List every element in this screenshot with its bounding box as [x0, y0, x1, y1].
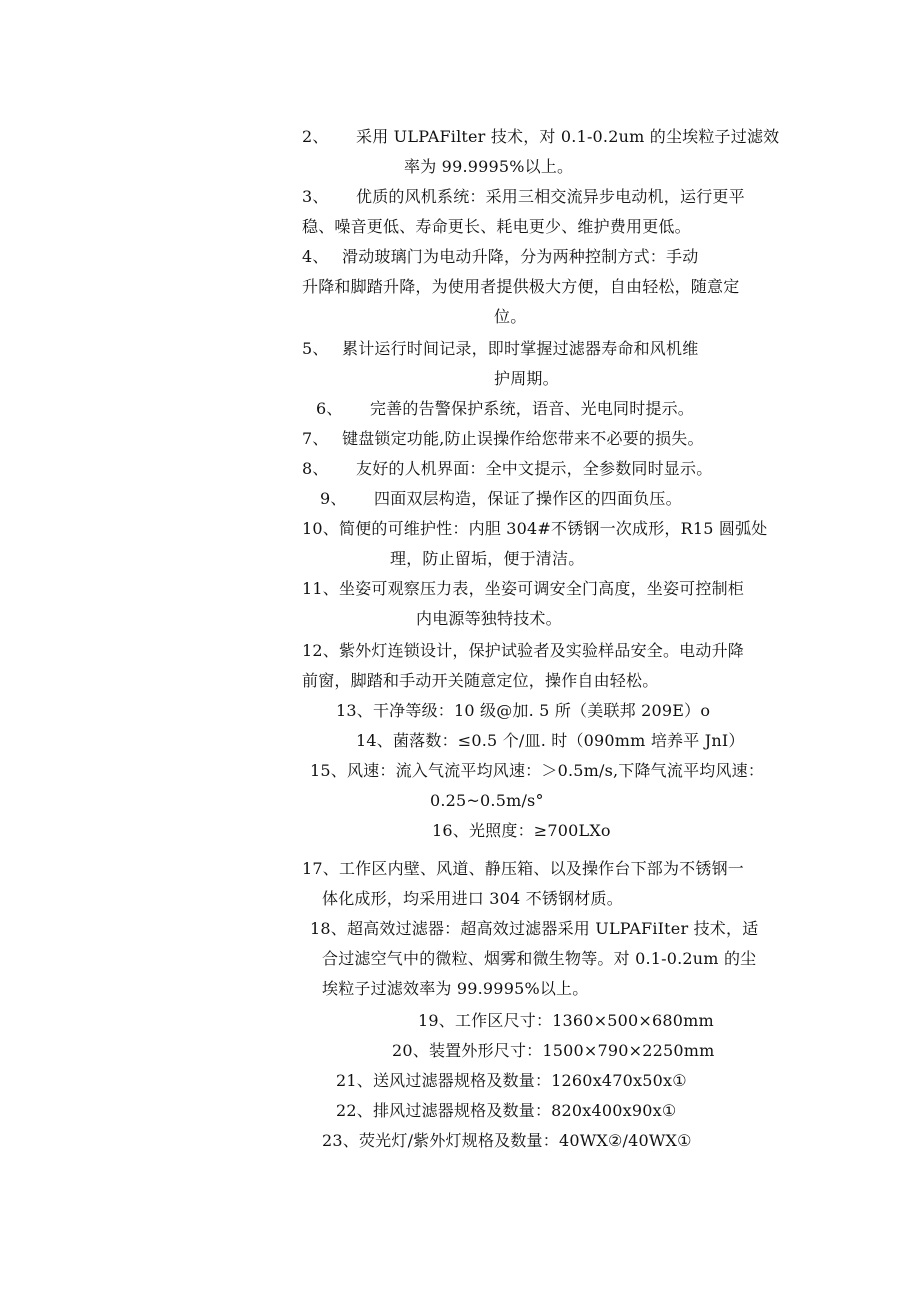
list-item-20 [392, 1041, 715, 1061]
item-number: 12、 [302, 641, 339, 660]
item-text: 简便的可维护性：内胆 304#不锈钢一次成形，R15 圆弧处 [338, 519, 768, 538]
item-number: 3、 [302, 187, 329, 206]
list-item-2-line-2: 率为 99.9995%以上。 [404, 157, 574, 176]
item-text: 紫外灯连锁设计，保护试验者及实验样品安全。电动升降 [338, 641, 744, 660]
list-item-3-line-2: 稳、噪音更低、寿命更长、耗电更少、维护费用更低。 [302, 217, 691, 236]
list-item-18-line-1 [310, 919, 758, 939]
item-number: 6、 [316, 399, 343, 418]
list-item-22 [336, 1101, 676, 1121]
item-text: 完善的告警保护系统，语音、光电同时提示。 [370, 399, 695, 418]
list-item-19 [418, 1011, 714, 1031]
item-text: 超高效过滤器：超高效过滤器采用 ULPAFiIter 技术，适 [346, 919, 759, 938]
list-item-21 [336, 1071, 687, 1091]
list-item-10-line-2: 理，防止留垢，便于清洁。 [390, 549, 585, 568]
list-item-4-line-1 [302, 247, 698, 267]
item-text: 累计运行时间记录，即时掌握过滤器寿命和风机维 [342, 339, 699, 358]
item-text: 友好的人机界面：全中文提示，全参数同时显示。 [356, 459, 713, 478]
list-item-5-line-1 [302, 339, 698, 359]
item-number: 4、 [302, 247, 329, 266]
list-item-16 [432, 821, 611, 841]
list-item-18-line-3: 埃粒子过滤效率为 99.9995%以上。 [322, 979, 589, 998]
item-number: 13、 [336, 701, 373, 720]
list-item-5-line-2: 护周期。 [494, 369, 559, 388]
item-text: 风速：流入气流平均风速：＞0.5m∕s,下降气流平均风速： [346, 761, 765, 780]
item-number: 8、 [302, 459, 329, 478]
list-item-13 [336, 701, 710, 721]
item-number: 16、 [432, 821, 469, 840]
list-item-15-line-2: 0.25~0.5m∕s° [430, 791, 544, 810]
item-number: 10、 [302, 519, 339, 538]
item-text: 送风过滤器规格及数量：1260x470x50x① [372, 1071, 687, 1090]
item-text: 键盘锁定功能,防止误操作给您带来不必要的损失。 [342, 429, 704, 448]
list-item-10-line-1 [302, 519, 768, 539]
item-number: 15、 [310, 761, 347, 780]
list-item-4-line-3: 位。 [494, 307, 527, 326]
list-item-11-line-2: 内电源等独特技术。 [416, 609, 562, 628]
list-item-18-line-2: 合过滤空气中的微粒、烟雾和微生物等。对 0.1-0.2um 的尘 [322, 949, 757, 968]
item-number: 2、 [302, 127, 329, 146]
list-item-12-line-1 [302, 641, 744, 661]
list-item-17-line-2: 体化成形，均采用进口 304 不锈钢材质。 [322, 889, 623, 908]
list-item-9 [320, 489, 682, 509]
list-item-15-line-1 [310, 761, 764, 781]
item-text: 工作区尺寸：1360×500×680mm [454, 1011, 714, 1030]
item-text: 工作区内壁、风道、静压箱、以及操作台下部为不锈钢一 [338, 859, 744, 878]
item-number: 11、 [302, 579, 339, 598]
item-number: 5、 [302, 339, 329, 358]
item-number: 23、 [322, 1131, 359, 1150]
list-item-12-line-2: 前窗，脚踏和手动开关随意定位，操作自由轻松。 [302, 671, 659, 690]
item-text: 滑动玻璃门为电动升降，分为两种控制方式：手动 [342, 247, 699, 266]
item-number: 9、 [320, 489, 347, 508]
list-item-8 [302, 459, 712, 479]
item-text: 排风过滤器规格及数量：820x400x90x① [372, 1101, 677, 1120]
item-text: 菌落数：≤0.5 个/皿. 时（090mm 培养平 JnI） [392, 731, 745, 750]
item-text: 四面双层构造，保证了操作区的四面负压。 [374, 489, 682, 508]
list-item-7 [302, 429, 704, 449]
list-item-6 [316, 399, 694, 419]
item-text: 干净等级：10 级@加. 5 所（美联邦 209E）o [372, 701, 711, 720]
list-item-14 [356, 731, 745, 751]
item-number: 7、 [302, 429, 329, 448]
list-item-23 [322, 1131, 692, 1151]
list-item-2-line-1 [302, 127, 779, 147]
list-item-3-line-1 [302, 187, 745, 207]
item-text: 装置外形尺寸：1500×790×2250mm [428, 1041, 715, 1060]
item-number: 22、 [336, 1101, 373, 1120]
item-number: 18、 [310, 919, 347, 938]
item-number: 21、 [336, 1071, 373, 1090]
item-text: 采用 ULPAFilter 技术，对 0.1-0.2um 的尘埃粒子过滤效 [356, 127, 780, 146]
item-text: 光照度：≥700LXo [468, 821, 611, 840]
list-item-11-line-1 [302, 579, 744, 599]
item-number: 19、 [418, 1011, 455, 1030]
item-text: 优质的风机系统：采用三相交流异步电动机，运行更平 [356, 187, 745, 206]
list-item-17-line-1 [302, 859, 744, 879]
list-item-4-line-2: 升降和脚踏升降，为使用者提供极大方便，自由轻松，随意定 [302, 277, 740, 296]
item-number: 14、 [356, 731, 393, 750]
item-number: 17、 [302, 859, 339, 878]
item-text: 坐姿可观察压力表，坐姿可调安全门高度，坐姿可控制柜 [338, 579, 744, 598]
item-text: 荧光灯/紫外灯规格及数量：40WX②/40WX① [358, 1131, 692, 1150]
item-number: 20、 [392, 1041, 429, 1060]
